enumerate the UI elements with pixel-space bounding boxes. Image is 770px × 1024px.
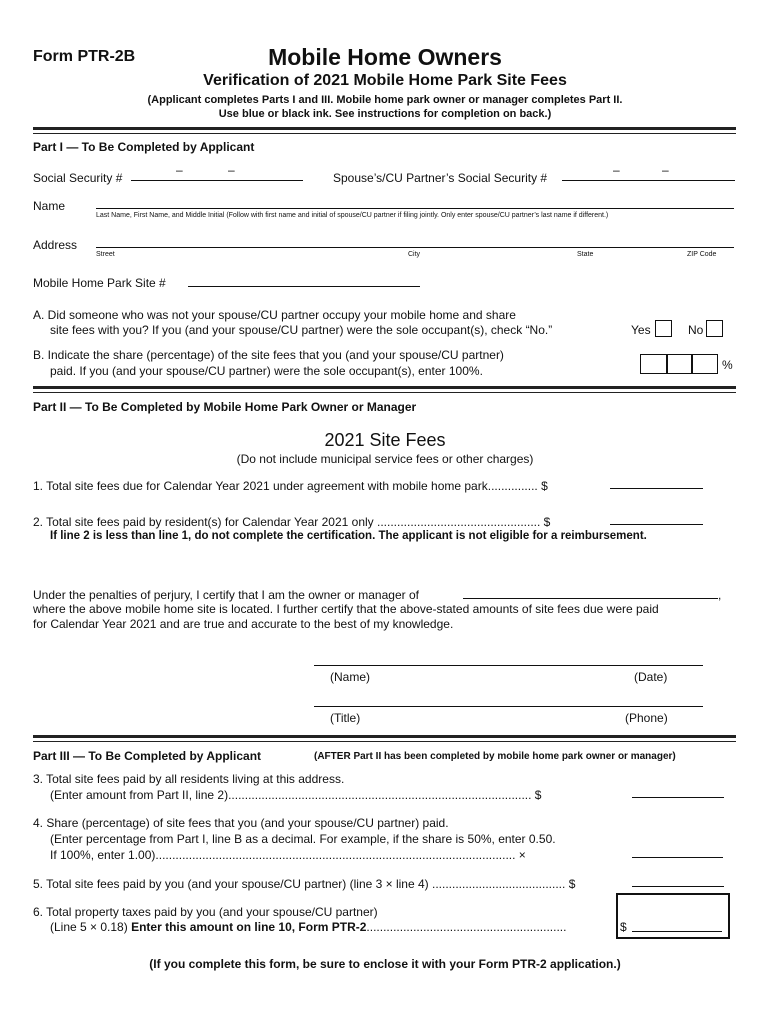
line-1-amount[interactable] [610,488,703,489]
part3-heading: Part III — To Be Completed by Applicant [33,749,262,763]
divider [33,386,736,389]
line-6-amount-box[interactable] [616,893,730,939]
street-hint: Street [96,251,115,258]
form-subtitle: Verification of 2021 Mobile Home Park Site Fees [203,72,567,89]
name-caption: (Name) [330,670,371,684]
line-4-instruction-2: If 100%, enter 1.00)............................................................................................................ × [50,848,526,862]
no-checkbox[interactable] [706,320,723,337]
certification-line-3: for Calendar Year 2021 and are true and accurate to the best of my knowledge. [33,617,454,631]
spouse-ssn-field[interactable] [562,180,735,181]
form-id: Form PTR-2B [33,48,136,65]
question-a-line-2: site fees with you? If you (and your spouse/CU partner) were the sole occupant(s), check “No.” [50,323,553,337]
certification-comma: , [718,588,722,602]
line-1-label: 1. Total site fees due for Calendar Year 2021 under agreement with mobile home park............... $ [33,479,548,493]
line-4-instruction: (Enter percentage from Part I, line B as a decimal. For example, if the share is 50%, enter 0.50. [50,832,556,846]
line-6-amount[interactable] [632,931,722,932]
no-label: No [688,323,704,337]
line-3-instruction: (Enter amount from Part II, line 2)........................................................................................... $ [50,788,542,802]
line-6-instruction [50,920,566,934]
question-a-line-1: A. Did someone who was not your spouse/CU partner occupy your mobile home and share [33,308,516,322]
line-3-label: 3. Total site fees paid by all residents living at this address. [33,772,345,786]
line-4-label: 4. Share (percentage) of site fees that you (and your spouse/CU partner) paid. [33,816,449,830]
question-b-line-1: B. Indicate the share (percentage) of the site fees that you (and your spouse/CU partner) [33,348,504,362]
phone-caption: (Phone) [625,711,668,725]
eligibility-warning: If line 2 is less than line 1, do not complete the certification. The applicant is not eligible for a reimbursement. [50,530,647,542]
divider [33,735,736,738]
percent-sign: % [722,358,733,372]
line-6-directive: Enter this amount on line 10, Form PTR-2 [131,920,367,934]
title-phone-line[interactable] [314,706,703,707]
divider [33,392,736,393]
percentage-digit-box[interactable] [640,354,668,374]
spouse-ssn-dash: – [613,163,620,177]
divider [33,127,736,130]
yes-label: Yes [631,323,651,337]
address-field[interactable] [96,247,734,248]
line-5-label: 5. Total site fees paid by you (and your spouse/CU partner) (line 3 × line 4) ........................................ $ [33,877,576,891]
instructions-line-2: Use blue or black ink. See instructions for completion on back.) [218,108,552,120]
spouse-ssn-label: Spouse’s/CU Partner’s Social Security # [333,171,548,185]
ssn-dash: – [176,163,183,177]
yes-checkbox[interactable] [655,320,672,337]
site-fees-note: (Do not include municipal service fees or other charges) [236,452,534,466]
line-6-formula: (Line 5 × 0.18) [50,920,128,934]
footer-note: (If you complete this form, be sure to enclose it with your Form PTR-2 application.) [149,957,621,971]
divider [33,133,736,134]
address-label: Address [33,238,78,252]
percentage-digit-box[interactable] [691,354,718,374]
site-fees-title: 2021 Site Fees [324,430,446,450]
spouse-ssn-dash: – [662,163,669,177]
line-3-amount[interactable] [632,797,724,798]
line-6-leader: ............................................................ [366,920,567,934]
line-2-label: 2. Total site fees paid by resident(s) for Calendar Year 2021 only ................................................. $ [33,515,551,529]
name-label: Name [33,199,66,213]
ssn-dash: – [228,163,235,177]
city-hint: City [408,251,421,258]
part2-heading: Part II — To Be Completed by Mobile Home Park Owner or Manager [33,400,417,414]
part1-heading: Part I — To Be Completed by Applicant [33,140,255,154]
part3-heading-note: (AFTER Part II has been completed by mobile home park owner or manager) [314,751,676,762]
certification-line-1: Under the penalties of perjury, I certify that I am the owner or manager of [33,588,419,602]
date-caption: (Date) [634,670,668,684]
park-name-field[interactable] [463,598,718,599]
site-number-label: Mobile Home Park Site # [33,276,166,290]
divider [33,741,736,742]
line-5-amount[interactable] [632,886,724,887]
line-6-label: 6. Total property taxes paid by you (and your spouse/CU partner) [33,905,378,919]
ssn-label: Social Security # [33,171,123,185]
question-b-line-2: paid. If you (and your spouse/CU partner) were the sole occupant(s), enter 100%. [50,364,483,378]
certification-line-2: where the above mobile home site is located. I further certify that the above-stated amounts of site fees due were paid [33,602,659,616]
site-number-field[interactable] [188,286,420,287]
zip-hint: ZIP Code [687,251,717,258]
state-hint: State [577,251,594,258]
name-field[interactable] [96,208,734,209]
name-date-signature-line[interactable] [314,665,703,666]
name-hint: Last Name, First Name, and Middle Initial (Follow with first name and initial of spouse/CU partner if filing jointly. Only enter spouse/CU partner’s last name if different.) [96,212,609,219]
percentage-digit-box[interactable] [666,354,693,374]
ssn-field[interactable] [131,180,303,181]
instructions-line-1: (Applicant completes Parts I and III. Mobile home park owner or manager completes Part II. [147,94,623,106]
form-title: Mobile Home Owners [268,44,502,70]
line-2-amount[interactable] [610,524,703,525]
line-6-dollar-sign: $ [620,920,627,934]
line-4-amount[interactable] [632,857,723,858]
title-caption: (Title) [330,711,361,725]
